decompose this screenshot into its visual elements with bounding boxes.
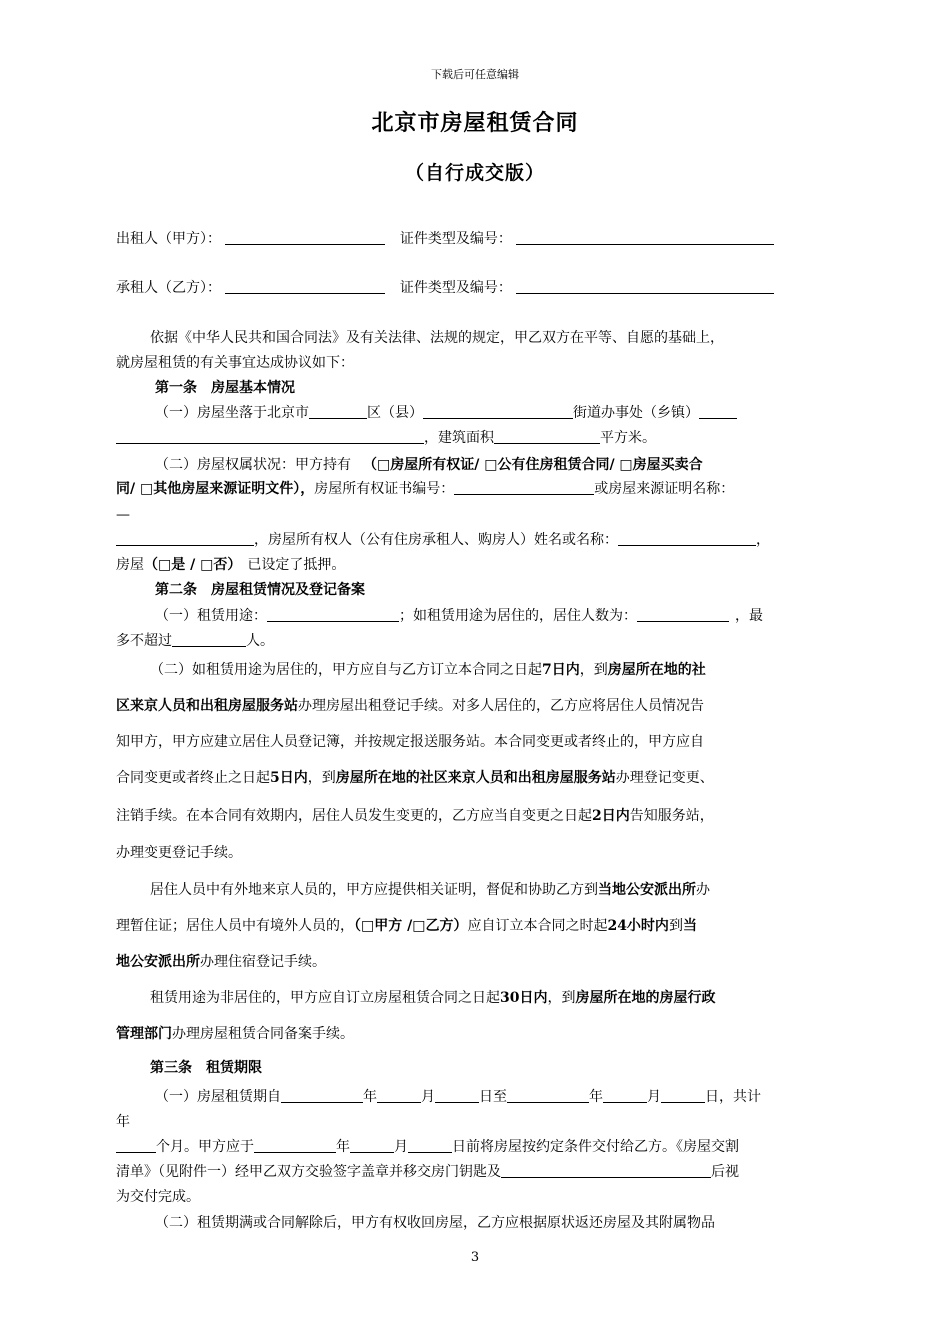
party-a-blank[interactable] bbox=[225, 229, 385, 245]
article-1-item-2-line-2 bbox=[116, 479, 836, 499]
text: 多不超过 bbox=[116, 633, 172, 649]
lease-purpose-blank[interactable] bbox=[267, 606, 399, 622]
delivery-year-blank[interactable] bbox=[254, 1137, 336, 1153]
article-2-item-4-line-2 bbox=[116, 1024, 836, 1044]
text: 当 bbox=[682, 918, 697, 934]
article-3-item-1-line-4 bbox=[116, 1162, 836, 1182]
party-b-id-blank[interactable] bbox=[516, 278, 774, 294]
text: （一）租赁用途： bbox=[155, 608, 267, 624]
end-year-blank[interactable] bbox=[507, 1087, 589, 1103]
article-1-title: 第一条 房屋基本情况 bbox=[155, 380, 295, 396]
text: ，建筑面积 bbox=[424, 430, 494, 446]
text: ，到 bbox=[547, 990, 576, 1006]
party-b-blank[interactable] bbox=[225, 278, 385, 294]
text: 5日内 bbox=[270, 770, 308, 786]
text: 房屋 bbox=[116, 557, 144, 573]
text: ， bbox=[756, 532, 770, 548]
text: 应自订立本合同之时起 bbox=[467, 918, 608, 934]
start-year-blank[interactable] bbox=[281, 1087, 363, 1103]
text: 日至 bbox=[479, 1089, 507, 1105]
text: 到 bbox=[668, 918, 683, 934]
text: 年 bbox=[336, 1139, 350, 1155]
article-1-item-2-line-3: — bbox=[116, 507, 130, 523]
text: 租赁用途为非居住的，甲方应自订立房屋租赁合同之日起 bbox=[150, 990, 500, 1006]
text: 当地公安派出所 bbox=[598, 882, 696, 898]
article-1-item-1-line-2 bbox=[116, 428, 836, 448]
party-a-label: 出租人（甲方）： bbox=[116, 231, 221, 247]
district-blank[interactable] bbox=[309, 403, 367, 419]
text: 理暂住证；居住人员中有境外人员的， bbox=[116, 918, 354, 934]
party-a-id-label: 证件类型及编号： bbox=[399, 231, 512, 247]
delivery-items-blank[interactable] bbox=[501, 1162, 711, 1178]
article-2-item-1-line-2 bbox=[116, 631, 836, 651]
article-3-item-1-line-3 bbox=[116, 1137, 836, 1157]
article-2-title: 第二条 房屋租赁情况及登记备案 bbox=[155, 582, 365, 598]
owner-name-blank[interactable] bbox=[618, 530, 756, 546]
article-3-item-2-line-1: （二）租赁期满或合同解除后，甲方有权收回房屋，乙方应根据原状返还房屋及其附属物品 bbox=[155, 1215, 715, 1231]
address-blank[interactable] bbox=[116, 428, 424, 444]
delivery-day-blank[interactable] bbox=[408, 1137, 452, 1153]
article-3-item-1-line-1 bbox=[155, 1087, 836, 1107]
article-1-item-2-line-1 bbox=[155, 455, 836, 475]
article-3-title: 第三条 租赁期限 bbox=[150, 1060, 262, 1076]
text: 24小时内 bbox=[607, 918, 669, 934]
party-a-id-blank[interactable] bbox=[516, 229, 774, 245]
text: 2日内 bbox=[592, 808, 630, 824]
text: 平方米。 bbox=[600, 430, 656, 446]
text: 办 bbox=[696, 882, 710, 898]
start-day-blank[interactable] bbox=[435, 1087, 479, 1103]
article-2-item-2-line-5 bbox=[116, 806, 836, 826]
article-2-item-2-line-4 bbox=[116, 768, 836, 788]
text: 注销手续。在本合同有效期内，居住人员发生变更的，乙方应当自变更之日起 bbox=[116, 808, 592, 824]
registrant-options[interactable]: （□甲方 /□乙方） bbox=[354, 918, 468, 934]
article-1-item-1-line-1 bbox=[155, 403, 836, 423]
area-blank[interactable] bbox=[494, 428, 600, 444]
text: （一）房屋坐落于北京市 bbox=[155, 405, 309, 421]
article-1-item-2-line-5 bbox=[116, 555, 836, 575]
text: 年 bbox=[363, 1089, 377, 1105]
page-title: 北京市房屋租赁合同 bbox=[371, 110, 579, 136]
ownership-options[interactable]: （□房屋所有权证/ □公有住房租赁合同/ □房屋买卖合 bbox=[363, 457, 703, 473]
text: 房屋所有权证书编号： bbox=[314, 481, 455, 497]
article-2-item-2-line-1 bbox=[150, 660, 836, 680]
article-3-item-1-line-2: 年 bbox=[116, 1114, 130, 1130]
page-subtitle: （自行成交版） bbox=[404, 162, 545, 184]
article-2-item-2-line-2 bbox=[116, 696, 836, 716]
party-b-label: 承租人（乙方）： bbox=[116, 280, 221, 296]
text: ，到 bbox=[579, 662, 608, 678]
text: 月 bbox=[394, 1139, 408, 1155]
end-month-blank[interactable] bbox=[603, 1087, 647, 1103]
end-day-blank[interactable] bbox=[661, 1087, 705, 1103]
text: 房屋所在地的社 bbox=[607, 662, 706, 678]
page-number: 3 bbox=[470, 1250, 480, 1265]
article-2-item-2-line-6: 办理变更登记手续。 bbox=[116, 845, 242, 861]
text: 区来京人员和出租房屋服务站 bbox=[116, 698, 298, 714]
intro-line-1: 依据《中华人民共和国合同法》及有关法律、法规的规定，甲乙双方在平等、自愿的基础上， bbox=[150, 330, 724, 346]
article-1-item-2-line-4 bbox=[116, 530, 836, 550]
mortgage-options[interactable]: （□是 / □否） bbox=[144, 557, 242, 573]
max-resident-blank[interactable] bbox=[172, 631, 246, 647]
text: ；如租赁用途为居住的，居住人数为： bbox=[399, 608, 637, 624]
article-2-item-3-line-1 bbox=[150, 880, 836, 900]
article-2-item-3-line-3 bbox=[116, 952, 836, 972]
text: 管理部门 bbox=[116, 1026, 172, 1042]
text: 人。 bbox=[246, 633, 274, 649]
text: 个月。甲方应于 bbox=[156, 1139, 254, 1155]
text: （二）如租赁用途为居住的，甲方应自与乙方订立本合同之日起 bbox=[150, 662, 542, 678]
text: 后视 bbox=[711, 1164, 739, 1180]
article-2-item-1-line-1 bbox=[155, 606, 836, 626]
party-a-line bbox=[116, 229, 836, 249]
text: 办理住宿登记手续。 bbox=[200, 954, 326, 970]
text: ，最 bbox=[735, 608, 763, 624]
text: 合同变更或者终止之日起 bbox=[116, 770, 270, 786]
text: 办理房屋出租登记手续。对多人居住的，乙方应将居住人员情况告 bbox=[298, 698, 704, 714]
source-name-blank[interactable] bbox=[116, 530, 254, 546]
text: （二）房屋权属状况：甲方持有 bbox=[155, 457, 351, 473]
text: 清单》（见附件一）经甲乙双方交验签字盖章并移交房门钥匙及 bbox=[116, 1164, 501, 1180]
text: 办理登记变更、 bbox=[615, 770, 714, 786]
resident-count-blank[interactable] bbox=[637, 606, 729, 622]
text: 年 bbox=[589, 1089, 603, 1105]
text: 区（县） bbox=[367, 405, 423, 421]
article-2-item-2-line-3: 知甲方，甲方应建立居住人员登记簿，并按规定报送服务站。本合同变更或者终止的，甲方应自 bbox=[116, 734, 704, 750]
article-2-item-3-line-2 bbox=[116, 916, 836, 936]
text: ，房屋所有权人（公有住房承租人、购房人）姓名或名称： bbox=[254, 532, 618, 548]
party-b-id-label: 证件类型及编号： bbox=[399, 280, 512, 296]
ownership-options-cont[interactable]: 同/ □其他房屋来源证明文件）， bbox=[116, 481, 315, 497]
text: 月 bbox=[647, 1089, 661, 1105]
text: 办理房屋租赁合同备案手续。 bbox=[172, 1026, 354, 1042]
text: ，到 bbox=[307, 770, 336, 786]
text: 日，共计 bbox=[705, 1089, 761, 1105]
header-note: 下载后可任意编辑 bbox=[431, 68, 519, 81]
text: （一）房屋租赁期自 bbox=[155, 1089, 281, 1105]
text: 已设定了抵押。 bbox=[247, 557, 346, 573]
text: 月 bbox=[421, 1089, 435, 1105]
article-2-item-4-line-1 bbox=[150, 988, 836, 1008]
text: 房屋所在地的社区来京人员和出租房屋服务站 bbox=[335, 770, 616, 786]
text: 30日内 bbox=[500, 990, 548, 1006]
party-b-line bbox=[116, 278, 836, 298]
street-office-blank[interactable] bbox=[423, 403, 573, 419]
text: 房屋所在地的房屋行政 bbox=[575, 990, 716, 1006]
text: 日前将房屋按约定条件交付给乙方。《房屋交割 bbox=[452, 1139, 739, 1155]
term-months-blank[interactable] bbox=[116, 1137, 156, 1153]
text: 7日内 bbox=[542, 662, 580, 678]
article-3-item-1-line-5: 为交付完成。 bbox=[116, 1189, 200, 1205]
delivery-month-blank[interactable] bbox=[350, 1137, 394, 1153]
text: 或房屋来源证明名称： bbox=[594, 481, 735, 497]
text: 居住人员中有外地来京人员的，甲方应提供相关证明，督促和协助乙方到 bbox=[150, 882, 598, 898]
start-month-blank[interactable] bbox=[377, 1087, 421, 1103]
town-blank[interactable] bbox=[699, 403, 737, 419]
text: 告知服务站， bbox=[629, 808, 714, 824]
text: 地公安派出所 bbox=[116, 954, 200, 970]
text: 街道办事处（乡镇） bbox=[573, 405, 699, 421]
intro-line-2: 就房屋租赁的有关事宜达成协议如下： bbox=[116, 355, 354, 371]
certificate-number-blank[interactable] bbox=[454, 479, 594, 495]
